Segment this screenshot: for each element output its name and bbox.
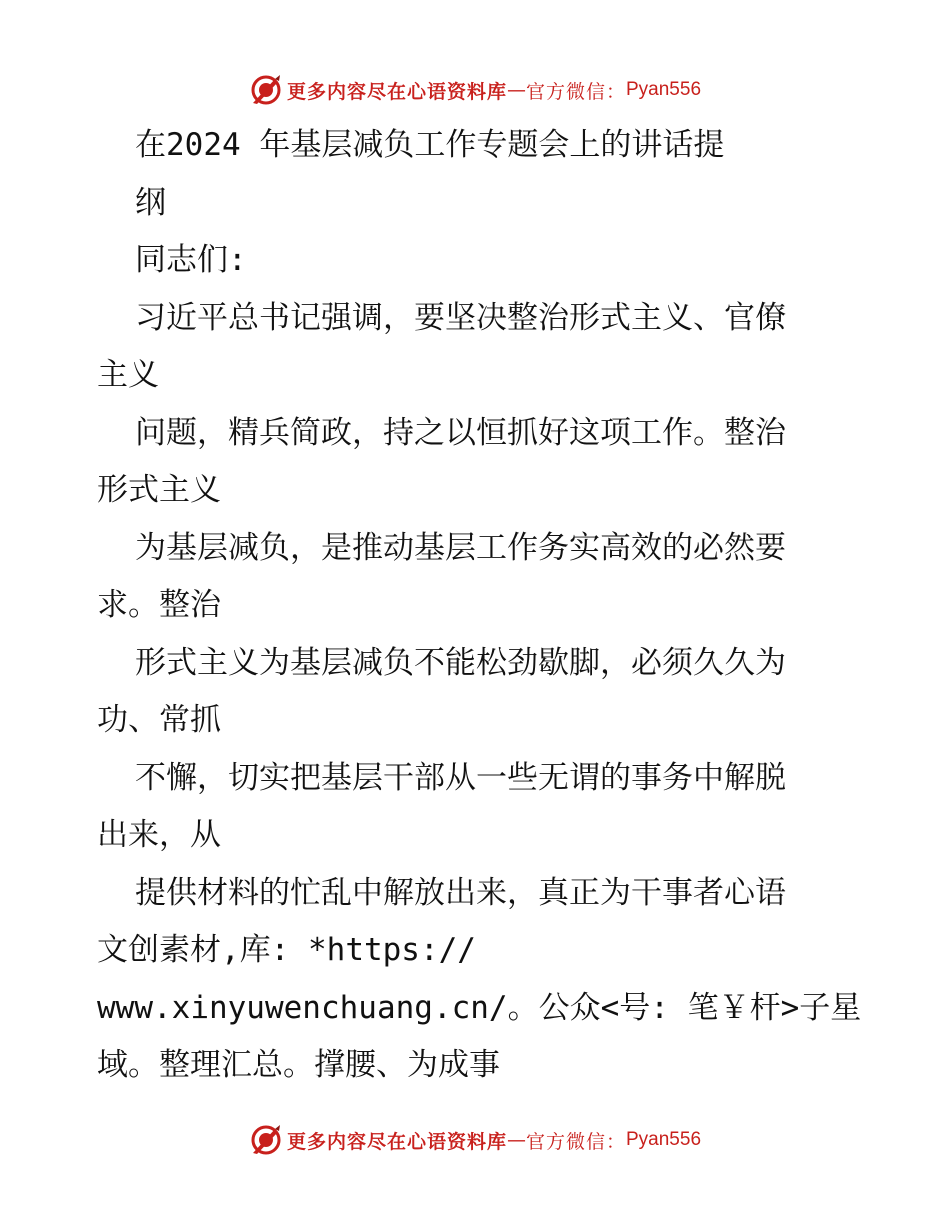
text-line: 为基层减负，是推动基层工作务实高效的必然要 <box>135 529 786 566</box>
header-banner <box>0 70 950 110</box>
banner-brand-text: 更多内容尽在心语资料库 <box>286 80 507 103</box>
text-line: 功、常抓 <box>97 702 221 738</box>
quill-seal-logo-icon <box>249 73 283 107</box>
text-line: 问题，精兵简政，持之以恒抓好这项工作。整治 <box>135 414 786 451</box>
text-line: 同志们: <box>135 242 247 278</box>
banner-dash: — <box>506 1129 526 1151</box>
banner-wechat-id: Pyan556 <box>626 79 702 100</box>
text-line: 形式主义 <box>97 472 221 508</box>
text-line: 提供材料的忙乱中解放出来，真正为干事者心语 <box>135 874 786 911</box>
text-line: 纲 <box>135 184 166 221</box>
text-line: www.xinyuwenchuang.cn/。公众<号: 笔￥杆>子星 <box>97 989 862 1026</box>
text-line: 域。整理汇总。撑腰、为成事 <box>97 1047 500 1083</box>
text-line: 求。整治 <box>97 587 221 623</box>
banner-wechat-label: 官方微信： <box>525 80 626 103</box>
text-line: 形式主义为基层减负不能松劲歇脚，必须久久为 <box>135 644 786 681</box>
text-line: 出来，从 <box>97 817 221 853</box>
quill-seal-logo-icon <box>249 1123 283 1157</box>
text-line: 习近平总书记强调，要坚决整治形式主义、官僚 <box>135 299 786 336</box>
text-line: 不懈，切实把基层干部从一些无谓的事务中解脱 <box>135 759 786 796</box>
document-body <box>97 117 862 1095</box>
text-line: 在2024 年基层减负工作专题会上的讲话提 <box>135 127 725 163</box>
text-line: 主义 <box>97 357 159 393</box>
banner-wechat-label: 官方微信： <box>525 1130 626 1153</box>
footer-banner <box>0 1120 950 1160</box>
banner-dash: — <box>506 79 526 101</box>
banner-brand-text: 更多内容尽在心语资料库 <box>286 1130 507 1153</box>
text-line: 文创素材,库: *https:// <box>97 932 476 968</box>
banner-wechat-id: Pyan556 <box>626 1129 702 1150</box>
